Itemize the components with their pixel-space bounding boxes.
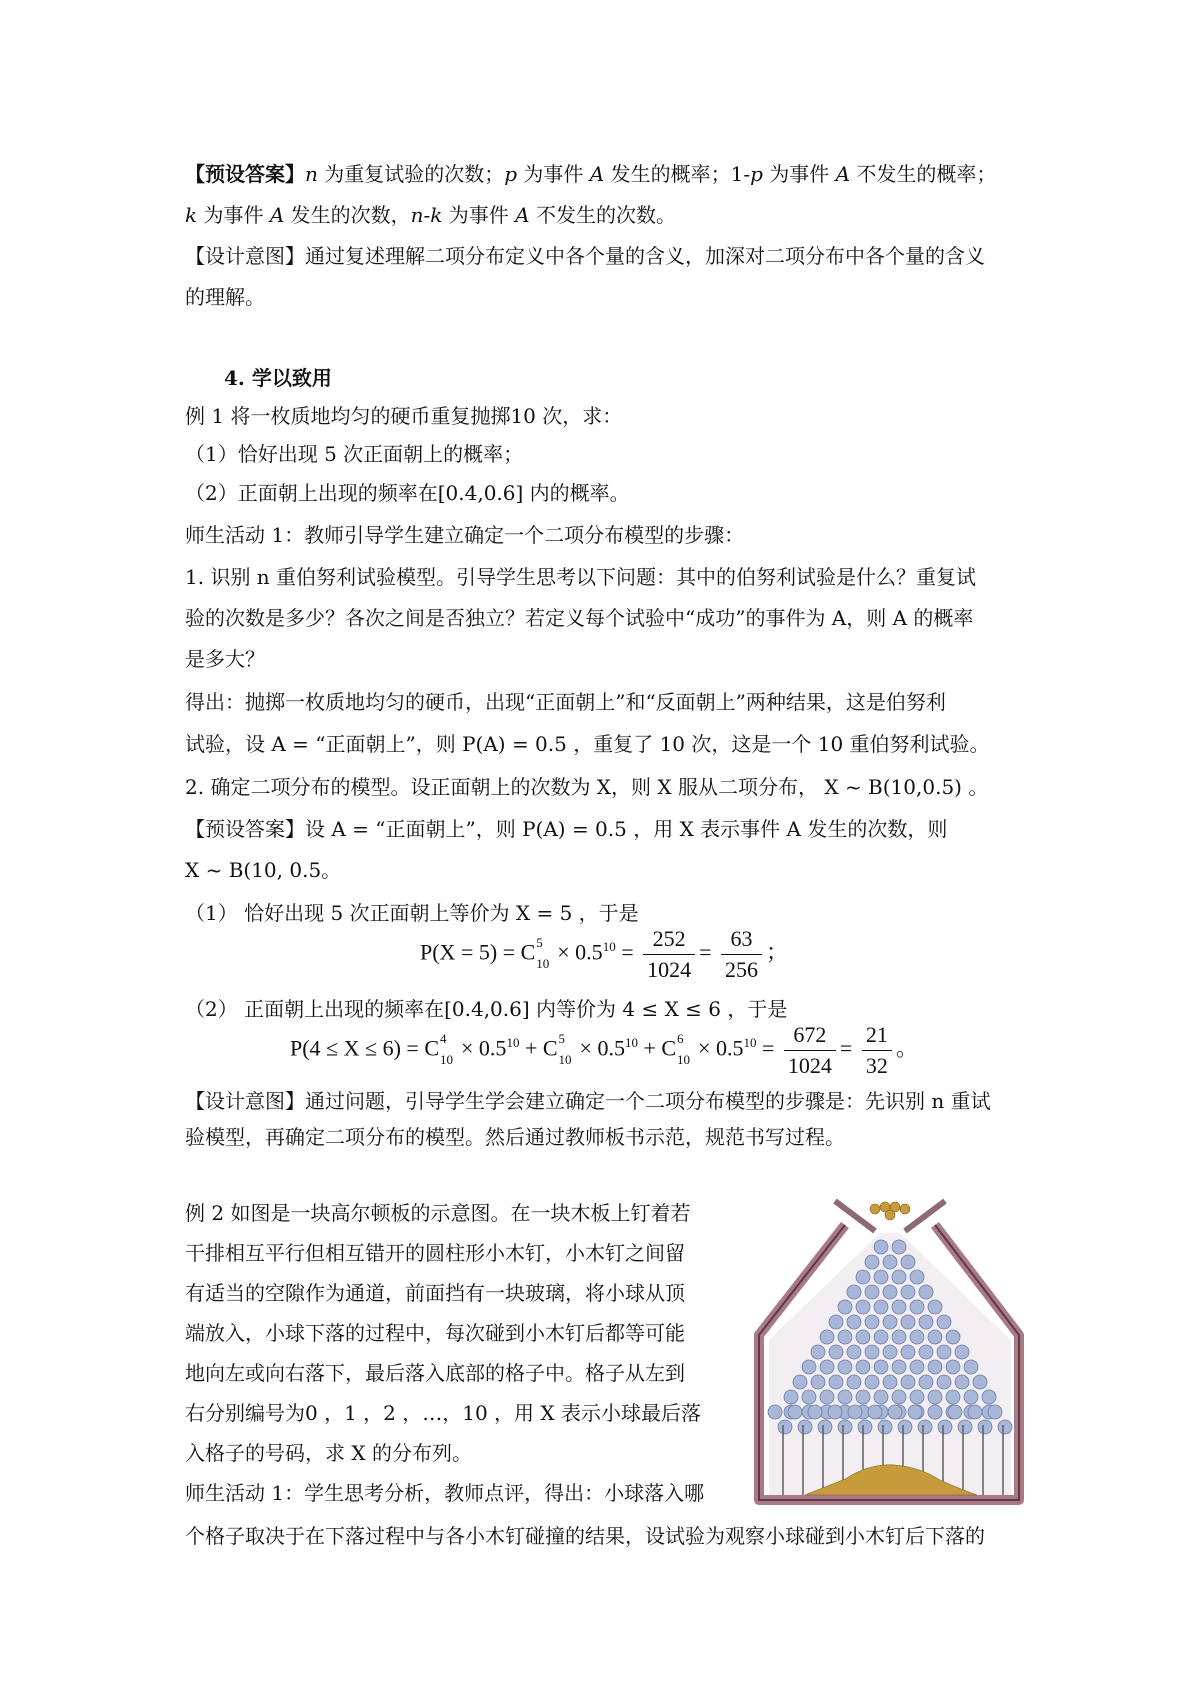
ex1-line-14: （2） 正面朝上出现的频率在[0.4,0.6] 内等价为 4 ≤ X ≤ 6 ，于是 — [185, 997, 788, 1021]
peg — [820, 1390, 834, 1404]
peg — [874, 1270, 888, 1284]
peg — [892, 1360, 906, 1374]
peg — [892, 1390, 906, 1404]
ex1-line-2: （1）恰好出现 5 次正面朝上的概率； — [185, 442, 524, 466]
peg — [811, 1375, 825, 1389]
peg — [910, 1270, 924, 1284]
peg — [865, 1285, 879, 1299]
peg — [829, 1315, 843, 1329]
f2-s3: 6 — [677, 1030, 684, 1046]
peg — [778, 1420, 792, 1434]
peg — [919, 1315, 933, 1329]
f2-d: + C — [643, 1035, 677, 1061]
peg — [856, 1270, 870, 1284]
peg — [928, 1300, 942, 1314]
ex2-line-5: 地向左或向右落下，最后落入底部的格子中。格子从左到 — [185, 1361, 685, 1385]
peg — [937, 1375, 951, 1389]
ex1-line-1: 例 1 将一枚质地均匀的硬币重复抛掷10 次，求： — [185, 404, 623, 428]
formula-1-lhs: P(X = 5) = C — [420, 939, 536, 965]
f2-frac-2 — [862, 1022, 892, 1079]
peg — [928, 1390, 942, 1404]
f1-sup: 5 — [536, 934, 543, 950]
f1-num-2: 63 — [721, 926, 762, 955]
ex1-line-8: 得出：抛掷一枚质地均匀的硬币，出现“正面朝上”和“反面朝上”两种结果，这是伯努利 — [185, 690, 946, 714]
peg — [928, 1360, 942, 1374]
peg — [847, 1285, 861, 1299]
peg — [829, 1375, 843, 1389]
peg — [793, 1375, 807, 1389]
ex1-line-5: 1. 识别 n 重伯努利试验模型。引导学生思考以下问题：其中的伯努利试验是什么？重复试 — [185, 565, 977, 589]
f2-frac-1 — [784, 1022, 836, 1079]
peg — [802, 1360, 816, 1374]
ex1-line-15: 【设计意图】通过问题，引导学生学会建立确定一个二项分布模型的步骤是：先识别 n 重试 — [185, 1089, 991, 1113]
ex2-line-4: 端放入，小球下落的过程中，每次碰到小木钉后都等可能 — [185, 1321, 685, 1345]
ex1-line-10: 2. 确定二项分布的模型。设正面朝上的次数为 X，则 X 服从二项分布， X ~ B(10,0.5) 。 — [185, 775, 989, 799]
peg — [898, 1420, 912, 1434]
peg — [964, 1390, 978, 1404]
peg — [811, 1345, 825, 1359]
peg — [901, 1375, 915, 1389]
peg — [865, 1375, 879, 1389]
f1-frac-2 — [721, 926, 762, 983]
peg — [865, 1255, 879, 1269]
peg — [838, 1390, 852, 1404]
peg — [998, 1420, 1012, 1434]
peg — [928, 1330, 942, 1344]
f2-m1: × 0.5 — [461, 1035, 507, 1061]
peg — [878, 1420, 892, 1434]
ex2-line-1: 例 2 如图是一块高尔顿板的示意图。在一块木板上钉着若 — [185, 1201, 691, 1225]
ex2-text-block — [185, 1193, 730, 1513]
peg — [856, 1390, 870, 1404]
peg — [937, 1345, 951, 1359]
peg — [802, 1390, 816, 1404]
ex1-line-11: 【预设答案】设 A = “正面朝上”，则 P(A) = 0.5 ，用 X 表示事件 A 发生的次数，则 — [185, 817, 948, 841]
peg — [946, 1330, 960, 1344]
peg — [955, 1345, 969, 1359]
f1-exp: 10 — [602, 939, 616, 955]
peg — [874, 1300, 888, 1314]
f1-mid: × 0.5 — [557, 939, 603, 965]
peg — [874, 1240, 888, 1254]
peg — [937, 1315, 951, 1329]
peg — [847, 1375, 861, 1389]
peg — [848, 1405, 862, 1419]
f1-sub: 10 — [536, 955, 550, 971]
f2-b2: 10 — [558, 1051, 572, 1067]
f2-b3: 10 — [677, 1051, 691, 1067]
peg — [874, 1390, 888, 1404]
peg — [838, 1300, 852, 1314]
formula-1: P(X = 5) = C 5 10 × $0.5^{10}$ = $\frac{252}{1024}$ = $\frac{63}{256}$ ； — [420, 926, 789, 982]
f2-s2: 5 — [558, 1030, 566, 1046]
f2-e3: 10 — [743, 1035, 757, 1051]
peg — [784, 1390, 798, 1404]
peg — [928, 1405, 942, 1419]
peg — [874, 1330, 888, 1344]
peg — [788, 1405, 802, 1419]
peg — [892, 1330, 906, 1344]
f2-m3: × 0.5 — [698, 1035, 744, 1061]
peg — [910, 1390, 924, 1404]
peg — [856, 1300, 870, 1314]
f2-e2: 10 — [624, 1035, 638, 1051]
ex1-line-6: 验的次数是多少？各次之间是否独立？若定义每个试验中“成功”的事件为 A，则 A 的概率 — [185, 606, 974, 630]
f2-num-2: 21 — [862, 1022, 892, 1051]
peg — [988, 1405, 1002, 1419]
peg — [820, 1330, 834, 1344]
intent-line-1: 【设计意图】通过复述理解二项分布定义中各个量的含义，加深对二项分布中各个量的含义 — [185, 244, 985, 268]
peg — [901, 1285, 915, 1299]
peg — [892, 1300, 906, 1314]
peg — [982, 1390, 996, 1404]
peg — [883, 1285, 897, 1299]
peg — [948, 1405, 962, 1419]
ex1-line-13: （1） 恰好出现 5 次正面朝上等价为 X = 5 ，于是 — [185, 901, 639, 925]
ex1-line-3: （2）正面朝上出现的频率在[0.4,0.6] 内的概率。 — [185, 481, 630, 505]
f1-num-1: 252 — [643, 926, 695, 955]
peg — [883, 1255, 897, 1269]
peg — [829, 1345, 843, 1359]
peg — [892, 1240, 906, 1254]
peg — [892, 1270, 906, 1284]
peg — [883, 1375, 897, 1389]
ex2-line-9: 个格子取决于在下落过程中与各小木钉碰撞的结果，设试验为观察小球碰到小木钉后下落的 — [185, 1524, 985, 1548]
ex1-line-7: 是多大？ — [185, 647, 265, 671]
f1-den-2: 256 — [725, 957, 759, 982]
section-title: 4. 学以致用 — [224, 366, 332, 390]
peg — [978, 1420, 992, 1434]
ex2-line-2: 干排相互平行但相互错开的圆柱形小木钉，小木钉之间留 — [185, 1241, 685, 1265]
peg — [883, 1345, 897, 1359]
f2-c: + C — [524, 1035, 558, 1061]
peg — [946, 1360, 960, 1374]
formula-2: P(4 ≤ X ≤ 6) = C 4 10 × $0.5^{10} + C$ 5 10 × $0.5^{10} + C$ 6 10 × $0.5^{10}$ = $\frac{672}{1024}$ = $\frac{21}{32}$ 。 — [290, 1022, 918, 1078]
f2-b1: 10 — [440, 1051, 454, 1067]
peg — [901, 1345, 915, 1359]
ex2-line-6: 右分别编号为0 ，1 ，2 ，…，10 ，用 X 表示小球最后落 — [185, 1401, 702, 1425]
f2-s1: 4 — [440, 1030, 447, 1046]
intent-line-2: 的理解。 — [185, 285, 265, 309]
peg — [973, 1375, 987, 1389]
f1-end: ； — [766, 939, 789, 965]
peg — [901, 1315, 915, 1329]
peg — [968, 1405, 982, 1419]
peg — [865, 1315, 879, 1329]
peg — [856, 1330, 870, 1344]
ex2-line-8: 师生活动 1：学生思考分析，教师点评，得出：小球落入哪 — [185, 1481, 705, 1505]
peg — [958, 1420, 972, 1434]
f1-frac-1 — [643, 926, 695, 983]
peg — [868, 1405, 882, 1419]
peg — [888, 1405, 902, 1419]
f2-den-1: 1024 — [787, 1053, 832, 1078]
answer-line-2: k 为事件 A 发生的次数，n-k 为事件 A 不发生的次数。 — [185, 203, 676, 227]
peg — [964, 1360, 978, 1374]
peg — [938, 1420, 952, 1434]
f2-num-1: 672 — [784, 1022, 836, 1051]
f2-den-2: 32 — [865, 1053, 888, 1078]
peg — [946, 1390, 960, 1404]
ex1-line-12: X ~ B(10, 0.5。 — [185, 858, 342, 882]
peg — [847, 1345, 861, 1359]
peg — [808, 1405, 822, 1419]
peg — [838, 1360, 852, 1374]
ex1-line-4: 师生活动 1：教师引导学生建立确定一个二项分布模型的步骤： — [185, 523, 745, 547]
peg — [798, 1420, 812, 1434]
peg — [820, 1360, 834, 1374]
peg — [919, 1345, 933, 1359]
ex1-line-16: 验模型，再确定二项分布的模型。然后通过教师板书示范，规范书写过程。 — [185, 1125, 845, 1149]
peg — [838, 1330, 852, 1344]
galton-board-figure — [745, 1195, 1035, 1515]
peg — [901, 1255, 915, 1269]
peg — [919, 1375, 933, 1389]
peg — [847, 1315, 861, 1329]
peg — [818, 1420, 832, 1434]
peg — [955, 1375, 969, 1389]
answer-line-1: 【预设答案】n 为重复试验的次数；p 为事件 A 发生的概率；1-p 为事件 A 不发生的概率； — [185, 162, 997, 186]
peg — [874, 1360, 888, 1374]
peg — [768, 1405, 782, 1419]
peg — [918, 1420, 932, 1434]
peg — [910, 1360, 924, 1374]
f2-end: 。 — [895, 1035, 918, 1061]
peg — [856, 1360, 870, 1374]
peg — [908, 1405, 922, 1419]
peg — [865, 1345, 879, 1359]
peg — [828, 1405, 842, 1419]
f1-den-1: 1024 — [647, 957, 692, 982]
peg — [883, 1315, 897, 1329]
f2-m2: × 0.5 — [579, 1035, 625, 1061]
ex2-line-7: 入格子的号码，求 X 的分布列。 — [185, 1441, 472, 1465]
f2-a: P(4 ≤ X ≤ 6) = C — [290, 1035, 440, 1061]
ex1-line-9: 试验，设 A = “正面朝上”，则 P(A) = 0.5 ，重复了 10 次，这是一个 10 重伯努利试验。 — [185, 732, 990, 756]
f2-e1: 10 — [506, 1035, 520, 1051]
peg — [858, 1420, 872, 1434]
ex2-line-3: 有适当的空隙作为通道，前面挡有一块玻璃，将小球从顶 — [185, 1281, 685, 1305]
peg — [910, 1300, 924, 1314]
peg — [919, 1285, 933, 1299]
peg — [838, 1420, 852, 1434]
peg — [910, 1330, 924, 1344]
